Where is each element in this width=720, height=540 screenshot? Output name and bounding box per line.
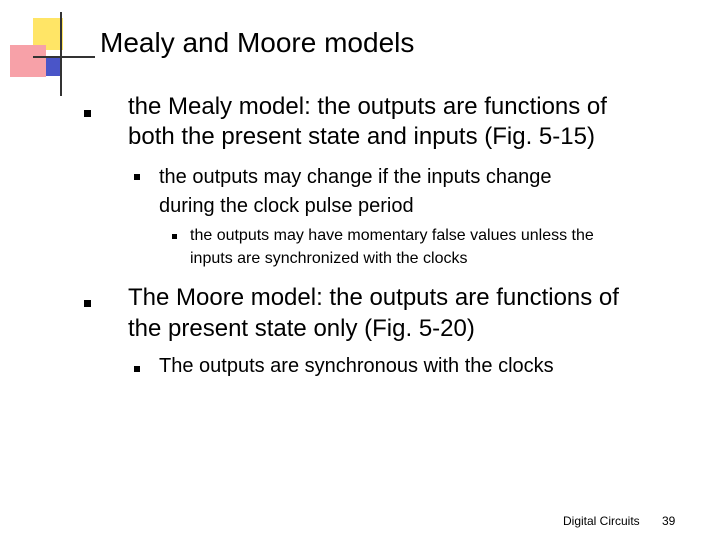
logo-vertical-line — [60, 12, 62, 96]
sub-bullet-mealy-line-2: during the clock pulse period — [159, 195, 414, 217]
bullet-moore-line-1: The Moore model: the outputs are functions of — [128, 284, 619, 311]
footer-page-number: 39 — [662, 514, 676, 528]
sub-sub-bullet-square-icon — [172, 234, 177, 239]
sub-sub-bullet-mealy-line-1: the outputs may have momentary false values unless the — [190, 227, 594, 244]
sub-bullet-square-icon — [134, 366, 140, 372]
sub-bullet-square-icon — [134, 174, 140, 180]
sub-sub-bullet-mealy-line-2: inputs are synchronized with the clocks — [190, 250, 468, 267]
bullet-square-icon — [84, 110, 91, 117]
footer-course-name: Digital Circuits — [563, 514, 640, 528]
sub-bullet-moore-line-1: The outputs are synchronous with the clocks — [159, 355, 554, 377]
bullet-square-icon — [84, 300, 91, 307]
slide-title: Mealy and Moore models — [100, 27, 415, 58]
logo-blue-square — [46, 56, 60, 76]
bullet-moore-line-2: the present state only (Fig. 5-20) — [128, 315, 475, 342]
bullet-mealy-line-1: the Mealy model: the outputs are functions of — [128, 93, 607, 120]
sub-bullet-mealy-line-1: the outputs may change if the inputs change — [159, 166, 552, 188]
logo-red-square — [10, 45, 46, 77]
bullet-mealy-line-2: both the present state and inputs (Fig. 5-15) — [128, 123, 595, 150]
logo-horizontal-line — [33, 56, 95, 58]
